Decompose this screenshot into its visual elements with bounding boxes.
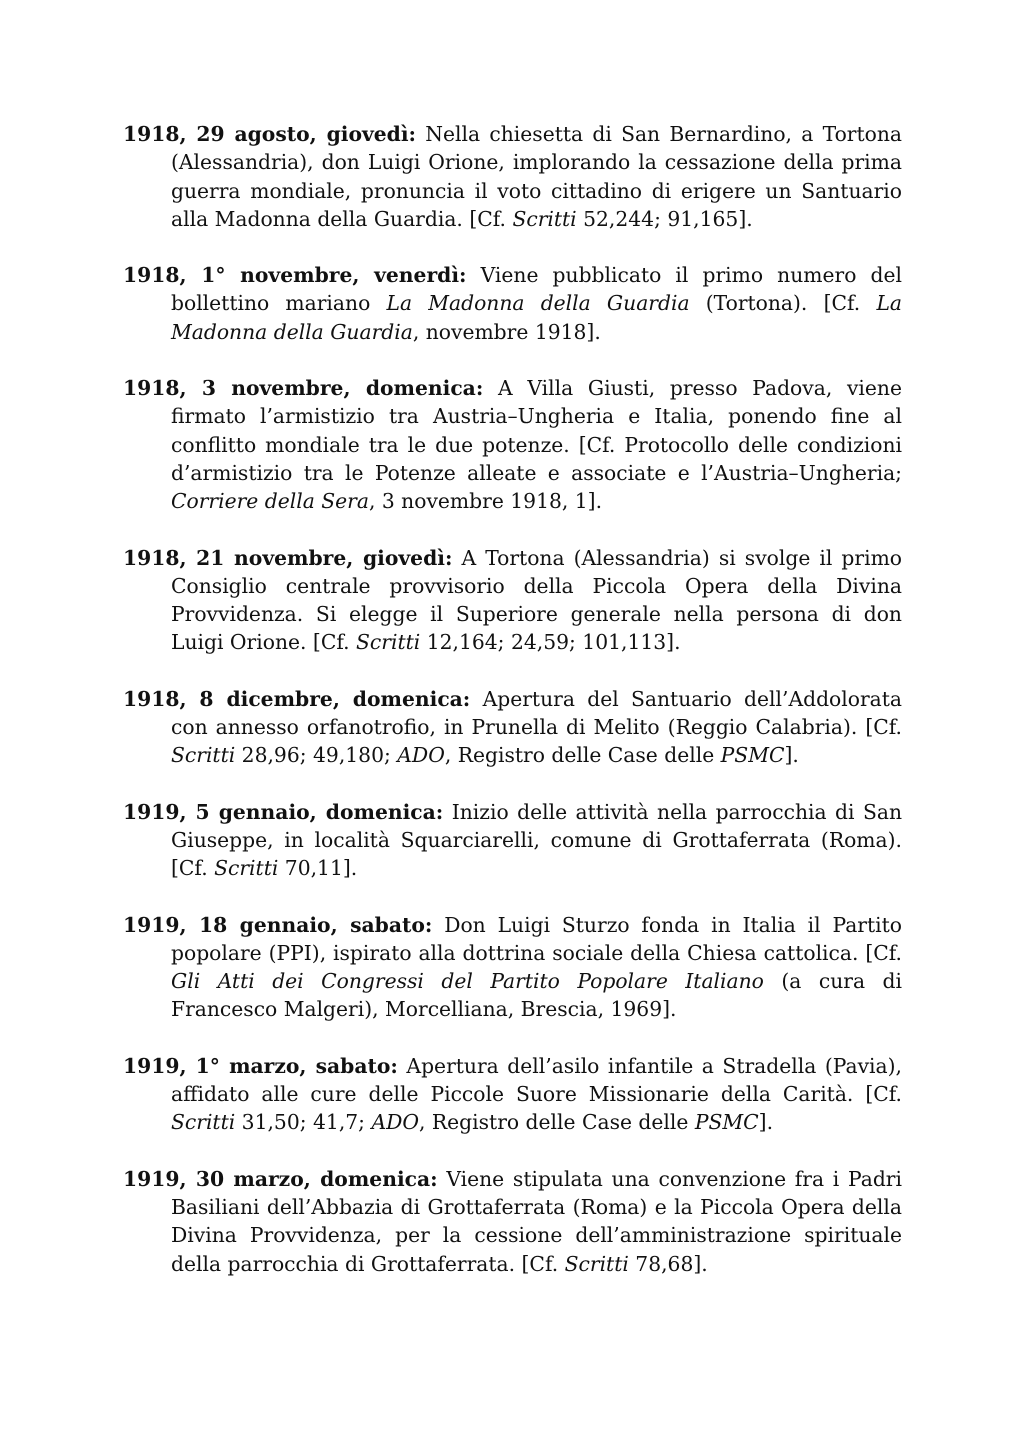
entry-text: A Tortona (Alessandria) si svolge il primo Consiglio centrale provvisorio della Piccola Opera della Divina Provvidenza. Si elegge il Superiore generale nella persona di don Luigi Orione. [Cf. [171, 545, 903, 655]
chronology-entry [123, 261, 902, 346]
chronology-entry [123, 1052, 902, 1137]
entry-text: Don Luigi Sturzo fonda in Italia il Partito popolare (PPI), ispirato alla dottrina sociale della Chiesa cattolica. [Cf. [171, 912, 902, 965]
chronology-entry [123, 1165, 902, 1278]
entry-citation-title: Gli Atti dei Congressi del Partito Popolare Italiano [171, 969, 764, 994]
entry-citation-title: PSMC [694, 1110, 759, 1135]
entry-text: 52,244; 91,165]. [576, 206, 753, 231]
entry-citation-title: PSMC [720, 743, 785, 768]
entry-text: ]. [758, 1110, 774, 1135]
entry-text: , novembre 1918]. [412, 319, 601, 344]
entry-text: Viene stipulata una convenzione fra i Padri Basiliani dell’Abbazia di Grottaferrata (Roma) e la Piccola Opera della Divina Provvidenza, per la cessione dell’amministrazione spirituale della parrocchia di Grottaferrata. [Cf. [171, 1166, 902, 1276]
entry-citation-title: Scritti [171, 743, 236, 768]
entry-citation-title: Scritti [564, 1251, 629, 1276]
document-page [123, 120, 902, 1306]
entry-text: 78,68]. [628, 1251, 708, 1276]
entry-date: 1919, 1° marzo, sabato: [123, 1053, 398, 1078]
entry-citation-title: Corriere della Sera [171, 489, 369, 514]
entry-date: 1919, 30 marzo, domenica: [123, 1166, 438, 1191]
entry-date: 1918, 21 novembre, giovedì: [123, 545, 453, 570]
entry-text: Viene pubblicato il primo numero del bollettino mariano [171, 263, 902, 316]
chronology-entry [123, 798, 902, 883]
chronology-entry [123, 685, 902, 770]
entry-text: (a cura di Francesco Malgeri), Morcelliana, Brescia, 1969]. [171, 969, 902, 1022]
entry-text: (Tortona). [Cf. [689, 291, 877, 316]
entry-text: , Registro delle Case delle [444, 743, 721, 768]
entry-citation-title: Scritti [214, 856, 279, 881]
entry-citation-title: Scritti [356, 630, 421, 655]
chronology-entry [123, 374, 902, 515]
entry-citation-title: La Madonna della Guardia [171, 291, 902, 344]
entry-date: 1918, 8 dicembre, domenica: [123, 686, 471, 711]
entry-text: , Registro delle Case delle [419, 1110, 695, 1135]
entry-text: 12,164; 24,59; 101,113]. [420, 630, 681, 655]
entry-date: 1919, 18 gennaio, sabato: [123, 912, 433, 937]
entry-citation-title: ADO [371, 1110, 420, 1135]
entry-text: Apertura del Santuario dell’Addolorata con annesso orfanotrofio, in Prunella di Melito (Reggio Calabria). [Cf. [171, 686, 902, 740]
entry-date: 1919, 5 gennaio, domenica: [123, 799, 444, 824]
entry-text: Apertura dell’asilo infantile a Stradella (Pavia), affidato alle cure delle Piccole Suore Missionarie della Carità. [Cf. [171, 1053, 902, 1107]
entry-date: 1918, 3 novembre, domenica: [123, 376, 484, 401]
entry-text: A Villa Giusti, presso Padova, viene firmato l’armistizio tra Austria–Ungheria e Italia, ponendo fine al conflitto mondiale tra le due potenze. [Cf. Protocollo delle condizioni d’armistizio tra le Potenze alleate e associate e l’Austria–Ungheria; [171, 376, 902, 485]
chronology-entry [123, 120, 902, 233]
entry-date: 1918, 1° novembre, venerdì: [123, 263, 467, 288]
entry-text: 70,11]. [278, 856, 358, 881]
entry-date: 1918, 29 agosto, giovedì: [123, 122, 417, 146]
entry-text: , 3 novembre 1918, 1]. [368, 489, 603, 514]
entry-citation-title: ADO [397, 743, 445, 768]
entry-text: Nella chiesetta di San Bernardino, a Tortona (Alessandria), don Luigi Orione, implorando la cessazione della prima guerra mondiale, pronuncia il voto cittadino di erigere un Santuario alla Madonna della Guardia. [Cf. [171, 122, 902, 231]
entry-text: ]. [784, 743, 799, 768]
entry-citation-title: Scritti [512, 206, 577, 231]
entry-text: Inizio delle attività nella parrocchia di San Giuseppe, in località Squarciarelli, comune di Grottaferrata (Roma). [Cf. [171, 799, 903, 881]
chronology-entry [123, 911, 902, 1024]
entry-citation-title: La Madonna della Guardia [386, 291, 690, 316]
entry-text: 31,50; 41,7; [235, 1110, 372, 1135]
chronology-entry [123, 544, 902, 657]
entry-text: 28,96; 49,180; [235, 743, 398, 768]
entry-citation-title: Scritti [171, 1110, 236, 1135]
